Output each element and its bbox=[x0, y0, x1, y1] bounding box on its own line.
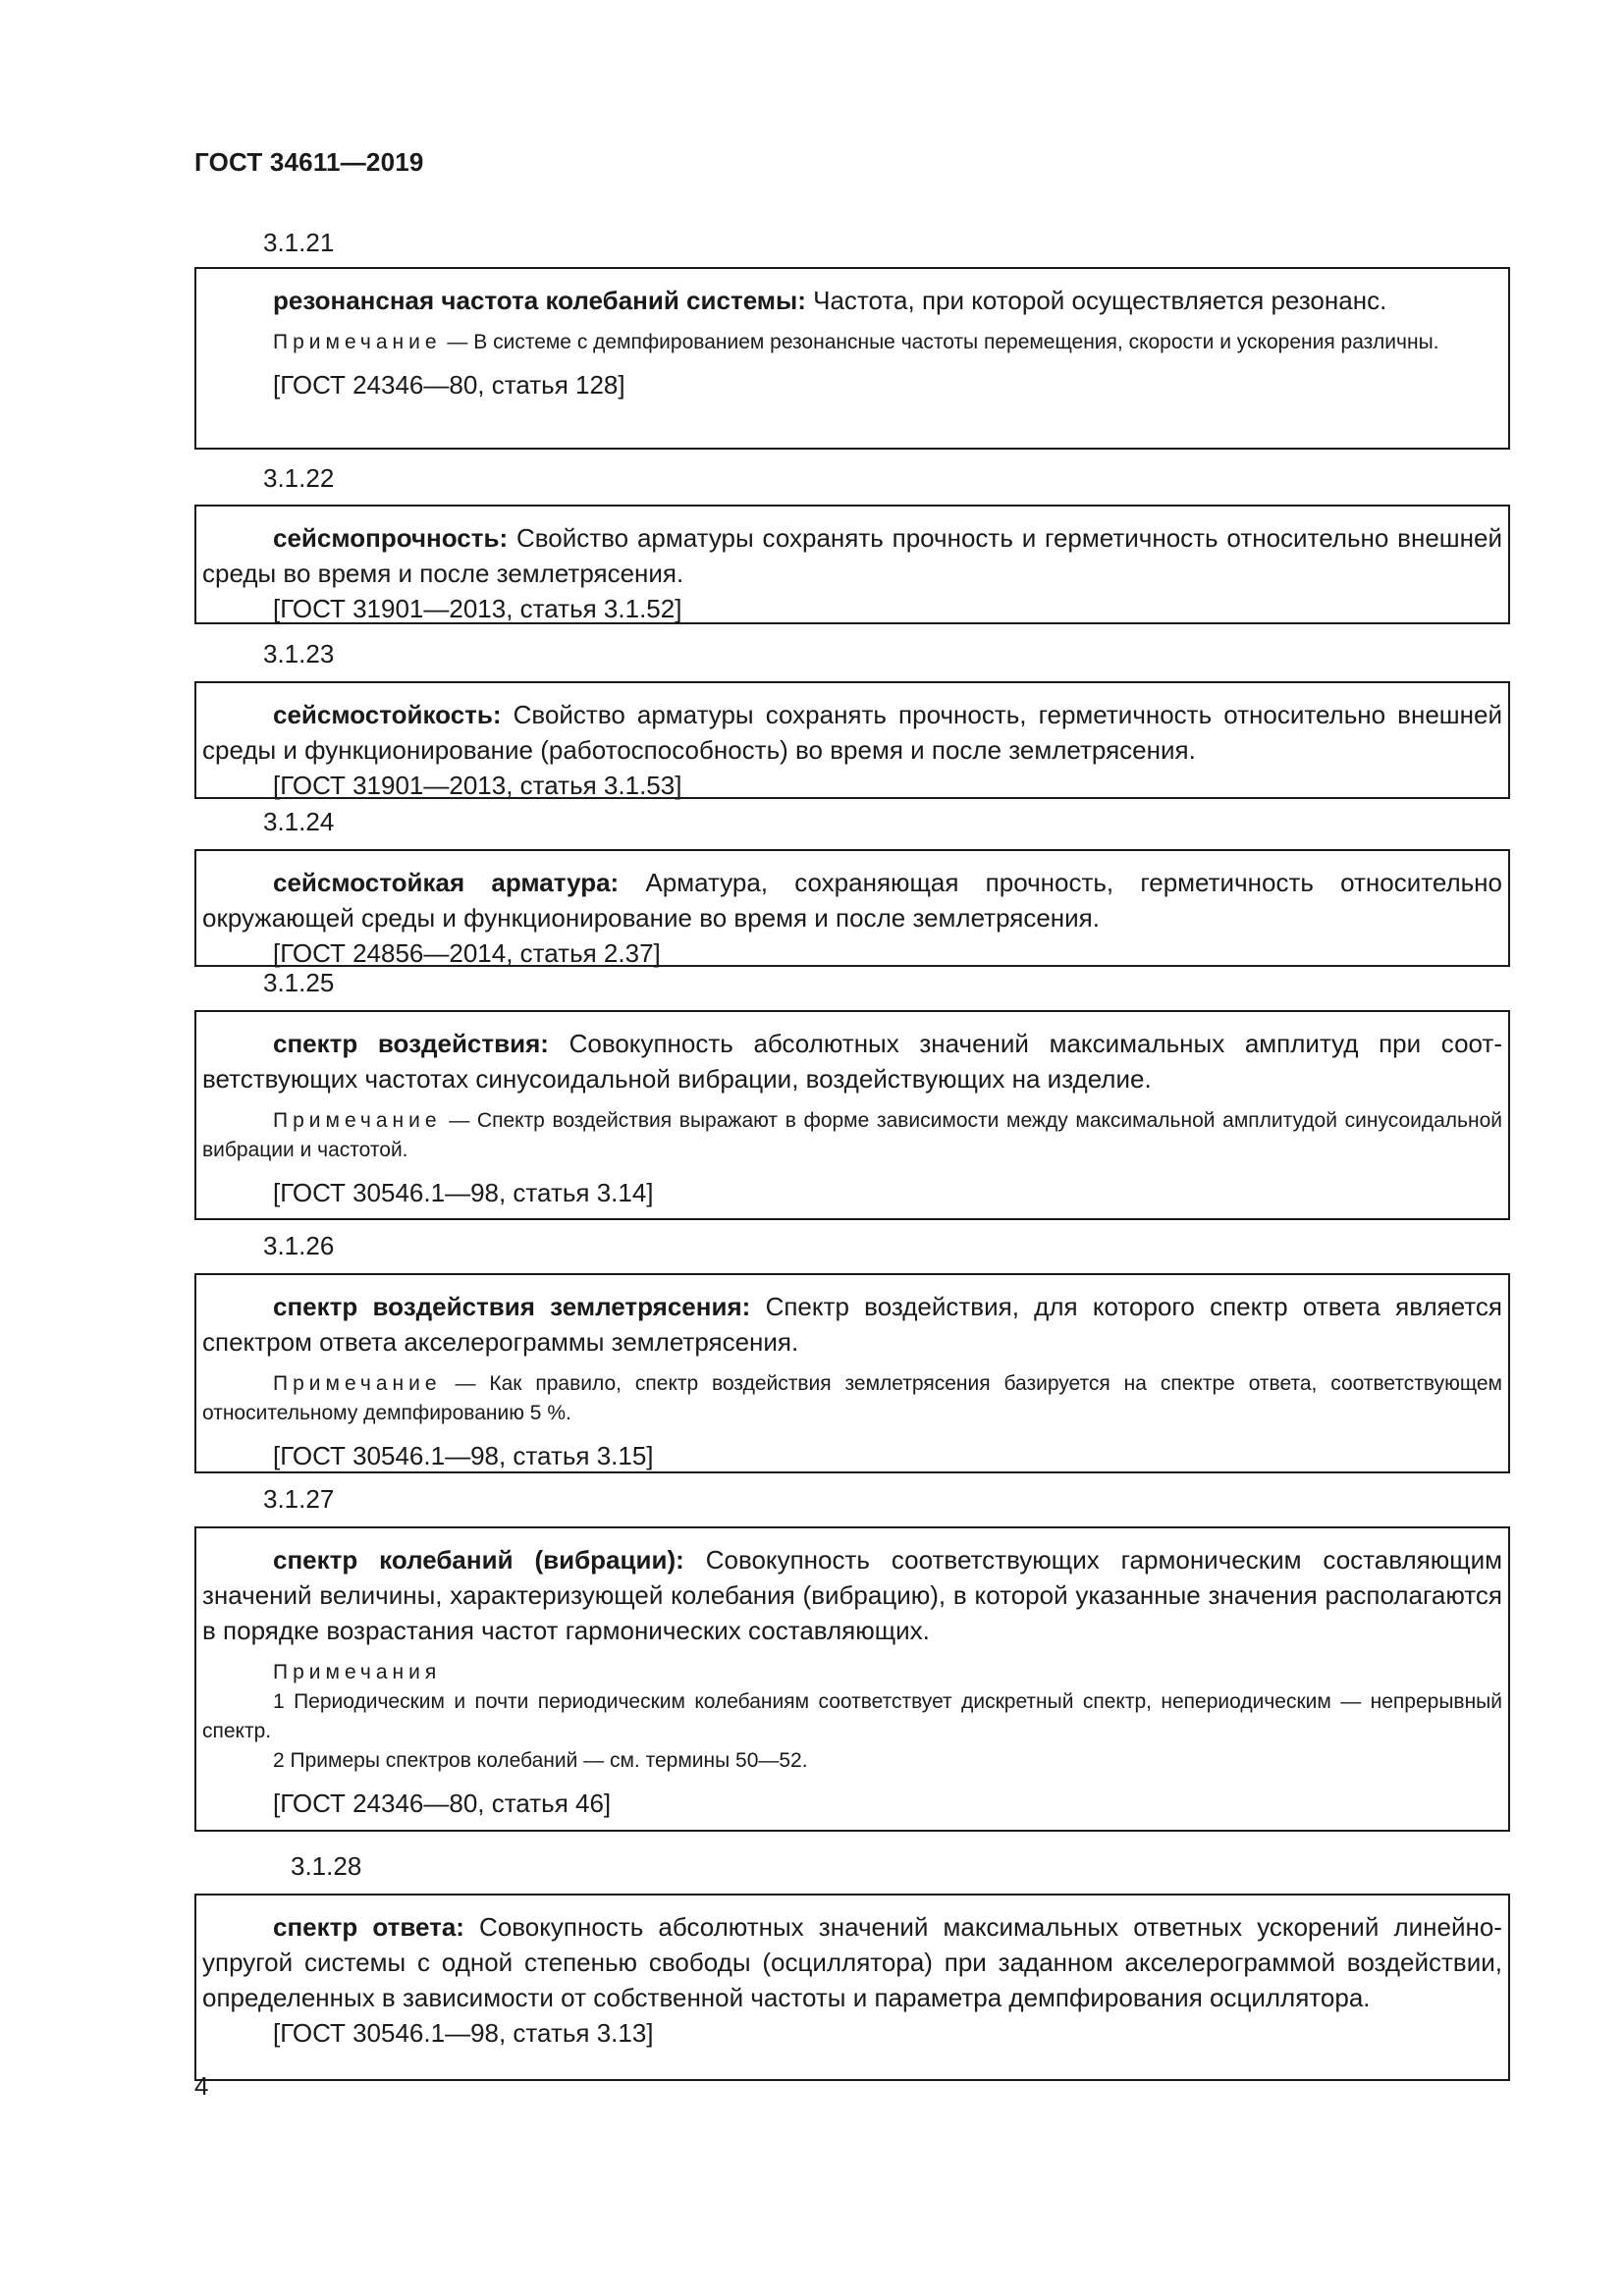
note-label: Примечание bbox=[273, 1109, 442, 1132]
term-definition bbox=[202, 1026, 1502, 1096]
definition-text: Совокупность соответствующих гармоническим составляющим значений величины, характеризующей колебания (вибрацию), в которой указанные значения располагаются в порядке возрастания частот гармонических составляющих. bbox=[202, 1545, 1502, 1645]
definition-text: Частота, при которой осуществляется резонанс. bbox=[813, 286, 1387, 315]
note-item-1: 1 Периодическим и почти периодическим колебаниям соответствует дискретный спектр, непериодическим — непрерывный спектр. bbox=[202, 1690, 1502, 1742]
term-number-3-1-25: 3.1.25 bbox=[263, 968, 335, 997]
term-number-3-1-27: 3.1.27 bbox=[263, 1484, 335, 1514]
document-code-header: ГОСТ 34611—2019 bbox=[194, 147, 424, 177]
term-title: сейсмостойкость: bbox=[273, 700, 502, 729]
term-definition bbox=[202, 520, 1502, 591]
definition-text: Совокупность абсолютных значений максимальных ответных ускорений линейно-упругой системы с одной степенью свободы (осциллятора) при заданном акселерограммой воздействии, определенных в зависимости от собственной частоты и параметра демпфирования осциллятора. bbox=[202, 1912, 1502, 2012]
term-source: [ГОСТ 31901—2013, статья 3.1.53] bbox=[273, 771, 682, 800]
term-source: [ГОСТ 31901—2013, статья 3.1.52] bbox=[273, 594, 682, 623]
term-source: [ГОСТ 30546.1—98, статья 3.13] bbox=[273, 2018, 654, 2048]
note-item-2: 2 Примеры спектров колебаний — см. термины 50—52. bbox=[273, 1749, 808, 1772]
page-number: 4 bbox=[194, 2071, 209, 2101]
term-title: сейсмопрочность: bbox=[273, 523, 509, 553]
term-title: спектр колебаний (вибрации): bbox=[273, 1545, 684, 1575]
term-box-3-1-26 bbox=[194, 1273, 1510, 1473]
term-definition bbox=[202, 1289, 1502, 1360]
term-definition bbox=[202, 1909, 1502, 2015]
term-number-3-1-24: 3.1.24 bbox=[263, 807, 335, 836]
definition-text: Арматура, сохраняющая прочность, герметичность относительно окружающей среды и функционирование во время и после землетрясения. bbox=[202, 868, 1502, 933]
term-source: [ГОСТ 30546.1—98, статья 3.14] bbox=[273, 1178, 654, 1207]
note-text: — Как правило, спектр воздействия землетрясения базируется на спектре ответа, соответствующем относительному демпфированию 5 %. bbox=[202, 1372, 1502, 1424]
term-box-3-1-21 bbox=[194, 267, 1510, 450]
term-number-3-1-23: 3.1.23 bbox=[263, 639, 335, 668]
term-box-3-1-28 bbox=[194, 1894, 1510, 2081]
term-note bbox=[202, 328, 1502, 357]
term-number-3-1-28: 3.1.28 bbox=[291, 1851, 362, 1881]
term-box-3-1-27 bbox=[194, 1526, 1510, 1832]
term-definition bbox=[202, 1542, 1502, 1648]
note-label: Примечание bbox=[273, 1372, 442, 1395]
term-source: [ГОСТ 30546.1—98, статья 3.15] bbox=[273, 1441, 654, 1470]
term-number-3-1-22: 3.1.22 bbox=[263, 463, 335, 493]
note-label: Примечание bbox=[273, 331, 442, 353]
term-box-3-1-23 bbox=[194, 681, 1510, 799]
term-definition bbox=[202, 283, 1502, 318]
term-number-3-1-21: 3.1.21 bbox=[263, 228, 335, 257]
term-source: [ГОСТ 24346—80, статья 46] bbox=[273, 1789, 612, 1818]
term-title: резонансная частота колебаний системы: bbox=[273, 286, 806, 315]
term-title: сейсмостойкая арматура: bbox=[273, 868, 620, 897]
definition-text: Свойство арматуры сохранять прочность и герметичность относительно внешней среды во время и после землетрясения. bbox=[202, 523, 1502, 588]
term-title: спектр воздействия землетрясения: bbox=[273, 1292, 751, 1321]
term-source: [ГОСТ 24346—80, статья 128] bbox=[273, 370, 625, 400]
term-definition bbox=[202, 697, 1502, 768]
term-box-3-1-22 bbox=[194, 505, 1510, 624]
term-box-3-1-24 bbox=[194, 849, 1510, 967]
term-number-3-1-26: 3.1.26 bbox=[263, 1231, 335, 1260]
term-title: спектр ответа: bbox=[273, 1912, 464, 1942]
term-definition bbox=[202, 865, 1502, 935]
notes-label: Примечания bbox=[273, 1661, 442, 1683]
term-note bbox=[202, 1369, 1502, 1428]
definition-text: Свойство арматуры сохранять прочность, герметичность относительно внешней среды и функционирование (работоспособность) во время и после землетрясения. bbox=[202, 700, 1502, 765]
term-title: спектр воздействия: bbox=[273, 1029, 549, 1058]
note-text: — Спектр воздействия выражают в форме зависимости между максимальной амплитудой синусоидальной вибрации и частотой. bbox=[202, 1109, 1503, 1161]
definition-text: Совокупность абсолютных значений максимальных амплитуд при соответствующих частотах синусоидальной вибрации, воздействующих на изделие. bbox=[202, 1029, 1502, 1094]
definition-text: Спектр воздействия, для которого спектр ответа является спектром ответа акселерограммы землетрясения. bbox=[202, 1292, 1503, 1357]
term-box-3-1-25 bbox=[194, 1010, 1510, 1220]
term-note bbox=[202, 1106, 1502, 1165]
term-source: [ГОСТ 24856—2014, статья 2.37] bbox=[273, 938, 661, 968]
note-text: — В системе с демпфированием резонансные частоты перемещения, скорости и ускорения различны. bbox=[447, 331, 1439, 353]
